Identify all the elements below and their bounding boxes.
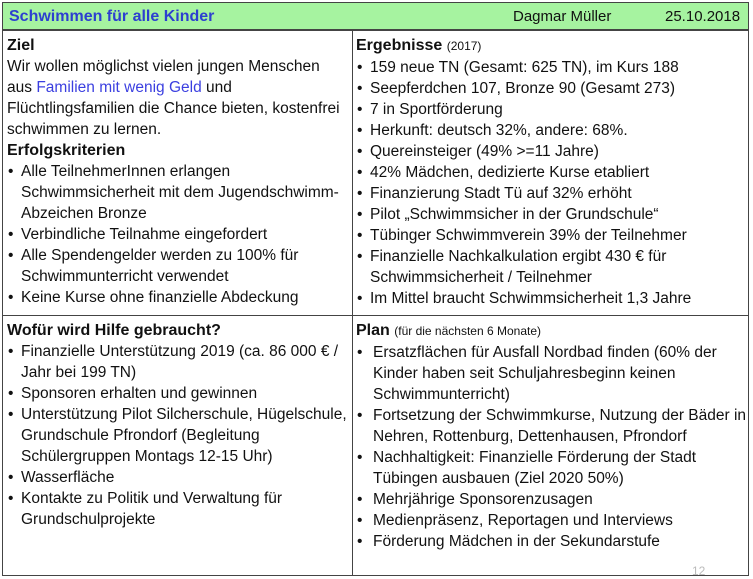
list-item: • Förderung Mädchen in der Sekundarstufe	[356, 531, 748, 552]
content-grid	[2, 30, 749, 576]
plan-heading-row	[356, 320, 748, 342]
list-item: • Pilot „Schwimmsicher in der Grundschule“	[356, 204, 748, 225]
list-item: • Tübinger Schwimmverein 39% der Teilnehmer	[356, 225, 748, 246]
page-number: 12	[692, 564, 706, 578]
ergebnisse-heading: Ergebnisse	[356, 37, 443, 54]
list-item: • Seepferdchen 107, Bronze 90 (Gesamt 273)	[356, 78, 748, 99]
plan-heading: Plan	[356, 322, 390, 339]
plan-subtitle: (für die nächsten 6 Monate)	[394, 324, 541, 338]
list-item: • Alle Spendengelder werden zu 100% für Schwimmunterricht verwendet	[7, 245, 349, 287]
plan-section	[356, 320, 748, 552]
ziel-text	[7, 56, 349, 140]
list-item: • Finanzielle Nachkalkulation ergibt 430 € für Schwimmsicherheit / Teilnehmer	[356, 246, 748, 288]
list-item: • Kontakte zu Politik und Verwaltung für Grundschulprojekte	[7, 488, 349, 530]
list-item: • Keine Kurse ohne finanzielle Abdeckung	[7, 287, 349, 308]
list-item: • Nachhaltigkeit: Finanzielle Förderung der Stadt Tübingen ausbauen (Ziel 2020 50%)	[356, 447, 748, 489]
hilfe-heading: Wofür wird Hilfe gebraucht?	[7, 322, 221, 339]
ergebnisse-heading-row	[356, 35, 748, 57]
list-item: • Alle TeilnehmerInnen erlangen Schwimmsicherheit mit dem Jugendschwimm-Abzeichen Bronze	[7, 161, 349, 224]
list-item: • Verbindliche Teilnahme eingefordert	[7, 224, 349, 245]
list-item: • Finanzierung Stadt Tü auf 32% erhöht	[356, 183, 748, 204]
criteria-heading: Erfolgskriterien	[7, 142, 126, 159]
ergebnisse-section	[356, 35, 748, 309]
list-item: • Wasserfläche	[7, 467, 349, 488]
list-item: • Im Mittel braucht Schwimmsicherheit 1,3 Jahre	[356, 288, 748, 309]
list-item: • Unterstützung Pilot Silcherschule, Hügelschule, Grundschule Pfrondorf (Begleitung Schülergruppen Montags 12-15 Uhr)	[7, 404, 349, 467]
list-item: • 42% Mädchen, dedizierte Kurse etabliert	[356, 162, 748, 183]
list-item: • Fortsetzung der Schwimmkurse, Nutzung der Bäder in Nehren, Rottenburg, Dettenhausen, Pfrondorf	[356, 405, 748, 447]
author-name: Dagmar Müller	[513, 8, 612, 25]
list-item: • Finanzielle Unterstützung 2019 (ca. 86 000 € / Jahr bei 199 TN)	[7, 341, 349, 383]
hilfe-section	[7, 320, 349, 530]
criteria-list	[7, 161, 349, 308]
list-item: • 7 in Sportförderung	[356, 99, 748, 120]
list-item: • Quereinsteiger (49% >=11 Jahre)	[356, 141, 748, 162]
ziel-text-highlight: Familien mit wenig Geld	[36, 79, 202, 96]
ergebnisse-list	[356, 57, 748, 309]
list-item: • Sponsoren erhalten und gewinnen	[7, 383, 349, 404]
list-item: • 159 neue TN (Gesamt: 625 TN), im Kurs 188	[356, 57, 748, 78]
list-item: • Herkunft: deutsch 32%, andere: 68%.	[356, 120, 748, 141]
header-bar	[2, 2, 749, 30]
hilfe-list	[7, 341, 349, 530]
ziel-text-before: Wir wollen möglichst vielen jungen Menschen aus	[7, 58, 320, 96]
plan-list	[356, 342, 748, 552]
list-item: • Medienpräsenz, Reportagen und Interviews	[356, 510, 748, 531]
ziel-heading: Ziel	[7, 37, 35, 54]
row-divider	[3, 315, 748, 316]
page-title: Schwimmen für alle Kinder	[9, 8, 215, 25]
list-item: • Mehrjährige Sponsorenzusagen	[356, 489, 748, 510]
column-divider	[352, 31, 353, 575]
date-label: 25.10.2018	[665, 8, 741, 25]
list-item: • Ersatzflächen für Ausfall Nordbad finden (60% der Kinder haben seit Schuljahresbeginn keinen Schwimmunterricht)	[356, 342, 748, 405]
ziel-section	[7, 35, 349, 308]
ergebnisse-year: (2017)	[446, 39, 482, 53]
ziel-text-after: und Flüchtlingsfamilien die Chance bieten, kostenfrei schwimmen zu lernen.	[7, 79, 340, 138]
